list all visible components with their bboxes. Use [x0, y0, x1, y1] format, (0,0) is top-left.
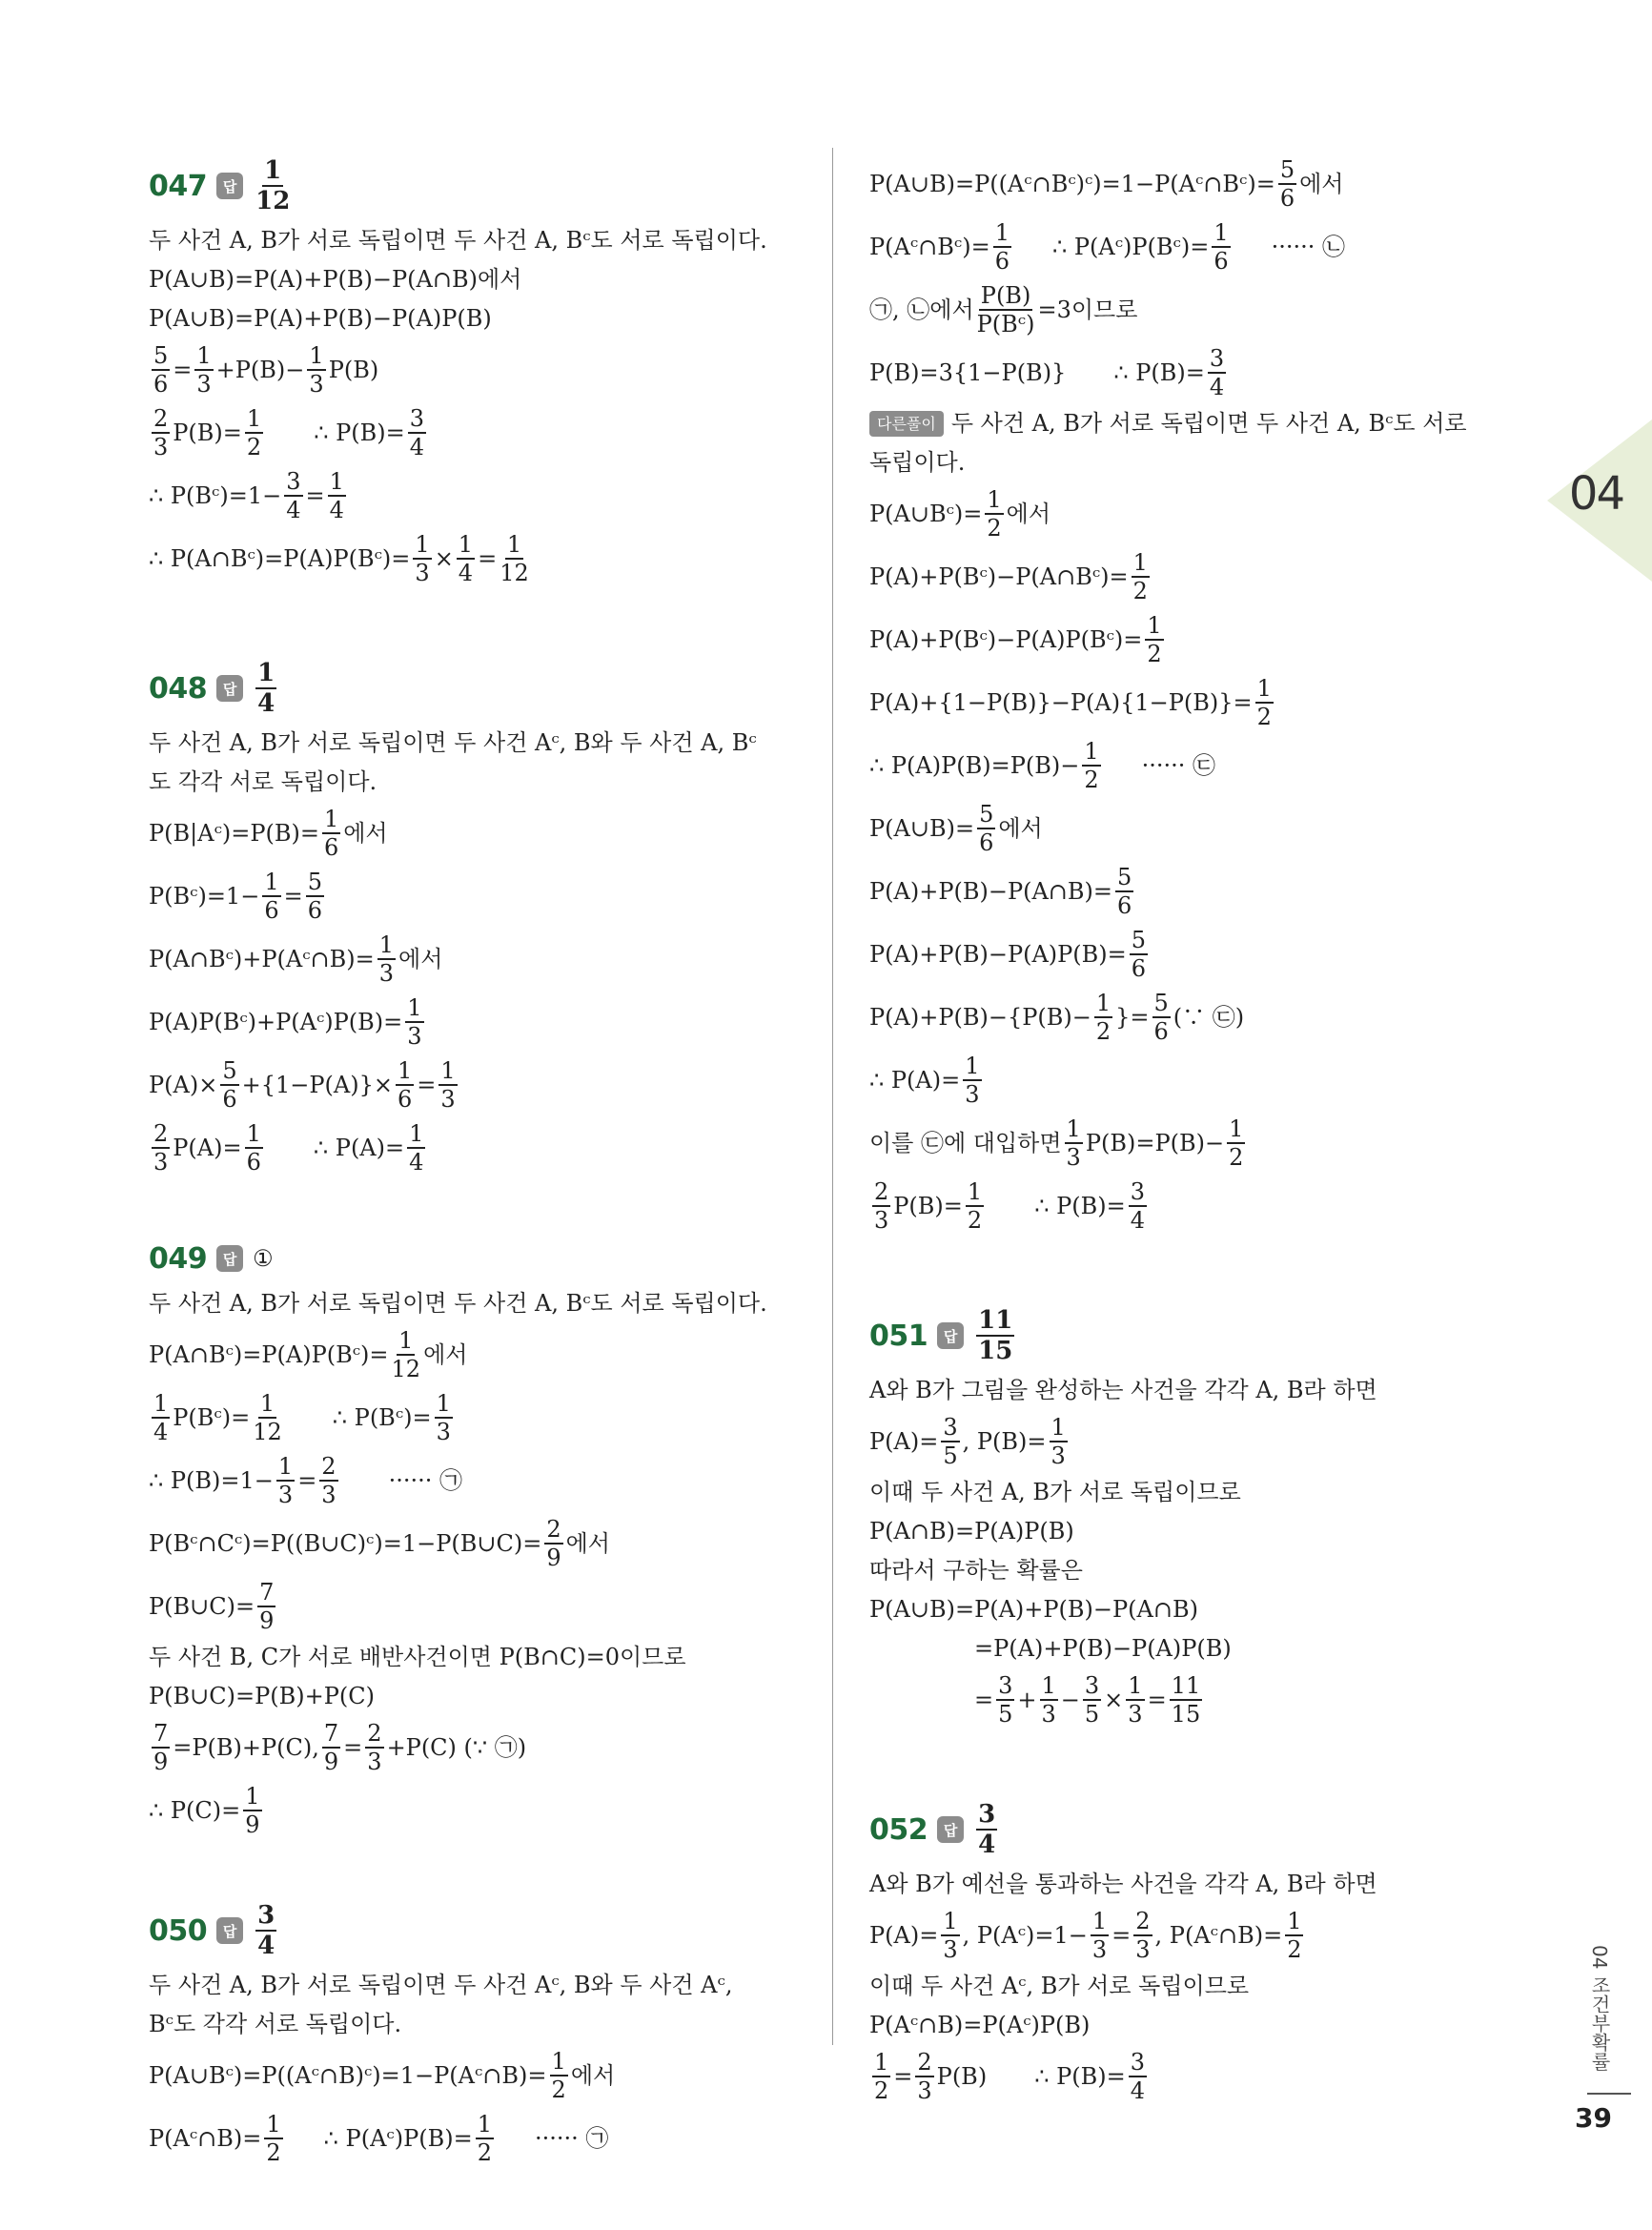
- solution-line: P(A)= $\frac{3}{5}$ , P(B)= $\frac{1}{3}$: [869, 1414, 1066, 1469]
- column-divider: [832, 148, 833, 2045]
- answer-fraction: $\frac{3}{4}$: [257, 1901, 275, 1960]
- solution-line: ㉠, ㉡에서 $\frac{P(B)}{\text{P(Bᶜ)}}$ =3이므로: [869, 282, 1138, 338]
- solution-line: =P(A)+P(B)−P(A)P(B): [974, 1635, 1232, 1663]
- solution-line: 이를 ㉢에 대입하면 $\frac{1}{3}$ P(B)=P(B)− $\frac{1}{2}$: [869, 1115, 1244, 1171]
- solution-line: P(Aᶜ∩B)=P(Aᶜ)P(B): [869, 2012, 1091, 2039]
- solution-line: P(B∪C)=P(B)+P(C): [149, 1683, 375, 1710]
- solution-line: 도 각각 서로 독립이다.: [149, 768, 377, 796]
- problem-header: [869, 1796, 1527, 1863]
- problem-header: [149, 153, 806, 219]
- solution-line: ∴ P(B)=1− $\frac{1}{3}$ = $\frac{2}{3}$ ······ ㉠: [149, 1453, 462, 1508]
- solution-line: 두 사건 A, B가 서로 독립이면 두 사건 A, Bᶜ도 서로 독립이다.: [149, 227, 767, 255]
- solution-line: P(A∪B)=P(A)+P(B)−P(A)P(B): [149, 305, 492, 333]
- alt-solution-badge: 다른풀이: [869, 411, 944, 438]
- solution-line: P(B|Aᶜ)=P(B)= $\frac{1}{6}$ 에서: [149, 806, 388, 861]
- solution-line: P(A∪B)=P(A)+P(B)−P(A∩B): [869, 1596, 1198, 1624]
- page-number-rule: [1587, 2093, 1631, 2095]
- problem-050-continued: [869, 153, 1527, 1238]
- solution-line: P(A)+P(Bᶜ)−P(A∩Bᶜ)= $\frac{1}{2}$: [869, 549, 1148, 604]
- solution-line: P(B∪C)= $\frac{7}{9}$: [149, 1579, 275, 1634]
- problem-047: [149, 153, 806, 590]
- answer-choice: ①: [253, 1245, 274, 1272]
- solution-line: P(Bᶜ∩Cᶜ)=P((B∪C)ᶜ)=1−P(B∪C)= $\frac{2}{9}$ 에서: [149, 1516, 610, 1571]
- answer-fraction: $\frac{1}{12}$: [255, 156, 291, 215]
- left-column: [149, 153, 806, 2170]
- problem-number: 048: [149, 671, 208, 706]
- solution-line: 이때 두 사건 Aᶜ, B가 서로 독립이므로: [869, 1973, 1250, 2000]
- right-column: [869, 153, 1527, 2108]
- problem-049: [149, 1235, 806, 1842]
- answer-fraction: $\frac{3}{4}$: [978, 1800, 996, 1859]
- answer-badge: 답: [216, 1917, 243, 1944]
- problem-number: 052: [869, 1812, 928, 1847]
- answer-badge: 답: [937, 1816, 964, 1843]
- problem-number: 051: [869, 1319, 928, 1353]
- solution-line: P(A)+P(B)−P(A∩B)= $\frac{5}{6}$: [869, 864, 1132, 919]
- page-number: 39: [1575, 2102, 1612, 2134]
- solution-line: 이때 두 사건 A, B가 서로 독립이므로: [869, 1479, 1241, 1506]
- solution-line: A와 B가 예선을 통과하는 사건을 각각 A, B라 하면: [869, 1871, 1377, 1898]
- chapter-title: 04 조건부확률: [1588, 1945, 1611, 2071]
- solution-line: P(A∩Bᶜ)+P(Aᶜ∩B)= $\frac{1}{3}$ 에서: [149, 931, 443, 987]
- solution-line: P(A)+P(B)−P(A)P(B)= $\frac{5}{6}$: [869, 927, 1147, 982]
- problem-header: [149, 1897, 806, 1964]
- solution-line: P(A)P(Bᶜ)+P(Aᶜ)P(B)= $\frac{1}{3}$: [149, 994, 422, 1050]
- solution-line: P(Aᶜ∩B)= $\frac{1}{2}$ ∴ P(Aᶜ)P(B)= $\frac{1}{2}$ ······ ㉠: [149, 2111, 609, 2166]
- solution-line: P(A∪B)=P((Aᶜ∩Bᶜ)ᶜ)=1−P(Aᶜ∩Bᶜ)= $\frac{5}{6}$ 에서: [869, 156, 1344, 212]
- solution-line: A와 B가 그림을 완성하는 사건을 각각 A, B라 하면: [869, 1377, 1377, 1404]
- problem-header: [149, 655, 806, 722]
- solution-line: P(A)+P(Bᶜ)−P(A)P(Bᶜ)= $\frac{1}{2}$: [869, 612, 1162, 667]
- solution-line: $\frac{2}{3}$ P(B)= $\frac{1}{2}$ ∴ P(B)= $\frac{3}{4}$: [874, 1178, 1145, 1234]
- solution-line: 두 사건 A, B가 서로 독립이면 두 사건 A, Bᶜ도 서로 독립이다.: [149, 1290, 767, 1318]
- solution-line: $\frac{2}{3}$ P(A)= $\frac{1}{6}$ ∴ P(A)= $\frac{1}{4}$: [153, 1120, 424, 1176]
- problem-header: [869, 1302, 1527, 1369]
- solution-line: P(A∪Bᶜ)= $\frac{1}{2}$ 에서: [869, 486, 1051, 542]
- solution-line: ∴ P(A)P(B)=P(B)− $\frac{1}{2}$ ······ ㉢: [869, 738, 1216, 793]
- problem-048: [149, 655, 806, 1179]
- solution-line: P(A∪B)= $\frac{5}{6}$ 에서: [869, 801, 1043, 856]
- problem-number: 050: [149, 1913, 208, 1948]
- alt-solution-line: 다른풀이 두 사건 A, B가 서로 독립이면 두 사건 A, Bᶜ도 서로: [869, 404, 1527, 443]
- solution-line: ∴ P(C)= $\frac{1}{9}$: [149, 1783, 260, 1838]
- solution-line: P(A)+{1−P(B)}−P(A){1−P(B)}= $\frac{1}{2}$: [869, 675, 1272, 730]
- solution-line: P(B)=3{1−P(B)} ∴ P(B)= $\frac{3}{4}$: [869, 345, 1225, 400]
- answer-badge: 답: [216, 675, 243, 702]
- solution-line: P(A)= $\frac{1}{3}$ , P(Aᶜ)=1− $\frac{1}{3}$ = $\frac{2}{3}$ , P(Aᶜ∩B)= $\frac{1}{2}$: [869, 1908, 1302, 1963]
- answer-badge: 답: [216, 173, 243, 199]
- solution-line: $\frac{5}{6}$ = $\frac{1}{3}$ +P(B)− $\frac{1}{3}$ P(B): [153, 342, 379, 398]
- chapter-number: 04: [1568, 467, 1623, 521]
- solution-line: $\frac{1}{2}$ = $\frac{2}{3}$ P(B) ∴ P(B)= $\frac{3}{4}$: [874, 2049, 1145, 2104]
- solution-line: P(Bᶜ)=1− $\frac{1}{6}$ = $\frac{5}{6}$: [149, 869, 322, 924]
- solution-line: Bᶜ도 각각 서로 독립이다.: [149, 2011, 402, 2038]
- solution-line: $\frac{2}{3}$ P(B)= $\frac{1}{2}$ ∴ P(B)= $\frac{3}{4}$: [153, 405, 424, 460]
- problem-header: [149, 1235, 806, 1282]
- solution-line: 따라서 구하는 확률은: [869, 1557, 1083, 1585]
- solution-line: P(A∪B)=P(A)+P(B)−P(A∩B)에서: [149, 266, 522, 294]
- solution-line: $\frac{7}{9}$ =P(B)+P(C), $\frac{7}{9}$ = $\frac{2}{3}$ +P(C) (∵ ㉠): [153, 1720, 527, 1775]
- solution-line: P(A)× $\frac{5}{6}$ +{1−P(A)}× $\frac{1}{6}$ = $\frac{1}{3}$: [149, 1057, 456, 1113]
- solution-line: P(A∩Bᶜ)=P(A)P(Bᶜ)= $\frac{1}{12}$ 에서: [149, 1327, 468, 1382]
- problem-051: [869, 1302, 1527, 1731]
- problem-number: 047: [149, 169, 208, 203]
- solution-line: ∴ P(A∩Bᶜ)=P(A)P(Bᶜ)= $\frac{1}{3}$ × $\frac{1}{4}$ = $\frac{1}{12}$: [149, 531, 529, 586]
- solution-line: P(A)+P(B)−{P(B)− $\frac{1}{2}$ }= $\frac{5}{6}$ (∵ ㉢): [869, 990, 1245, 1045]
- answer-badge: 답: [937, 1322, 964, 1349]
- problem-050: [149, 1897, 806, 2170]
- solution-line: $\frac{1}{4}$ P(Bᶜ)= $\frac{1}{12}$ ∴ P(Bᶜ)= $\frac{1}{3}$: [153, 1390, 451, 1445]
- solution-line: ∴ P(A)= $\frac{1}{3}$: [869, 1053, 980, 1108]
- solution-line: 두 사건 B, C가 서로 배반사건이면 P(B∩C)=0이므로: [149, 1644, 686, 1671]
- solution-line: 두 사건 A, B가 서로 독립이면 두 사건 Aᶜ, B와 두 사건 A, Bᶜ: [149, 729, 757, 757]
- solution-line: 독립이다.: [869, 449, 966, 477]
- answer-fraction: $\frac{1}{4}$: [257, 659, 275, 718]
- solution-line: 두 사건 A, B가 서로 독립이면 두 사건 Aᶜ, B와 두 사건 Aᶜ,: [149, 1972, 733, 1999]
- solution-line: = $\frac{3}{5}$ + $\frac{1}{3}$ − $\frac{3}{5}$ × $\frac{1}{3}$ = $\frac{11}{15}$: [974, 1672, 1201, 1728]
- solution-line: P(Aᶜ∩Bᶜ)= $\frac{1}{6}$ ∴ P(Aᶜ)P(Bᶜ)= $\frac{1}{6}$ ······ ㉡: [869, 219, 1345, 275]
- problem-052: [869, 1796, 1527, 2108]
- solution-line: ∴ P(Bᶜ)=1− $\frac{3}{4}$ = $\frac{1}{4}$: [149, 468, 344, 523]
- solution-line: P(A∪Bᶜ)=P((Aᶜ∩B)ᶜ)=1−P(Aᶜ∩B)= $\frac{1}{2}$ 에서: [149, 2048, 616, 2103]
- problem-number: 049: [149, 1241, 208, 1276]
- solution-line: P(A∩B)=P(A)P(B): [869, 1518, 1074, 1545]
- answer-badge: 답: [216, 1245, 243, 1272]
- answer-fraction: $\frac{11}{15}$: [978, 1306, 1013, 1365]
